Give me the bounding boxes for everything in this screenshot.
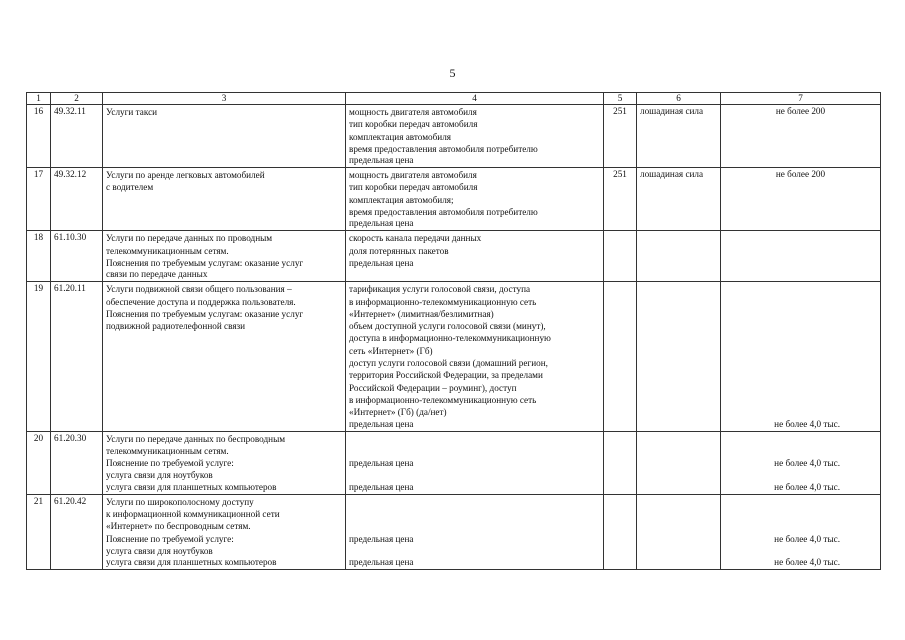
service-line: Пояснения по требуемым услугам: оказание услуг <box>106 257 304 268</box>
service-line: Пояснение по требуемой услуге: <box>106 458 234 469</box>
service-line: Услуги по передаче данных по беспроводным <box>106 433 286 444</box>
value-line: не более 4,0 тыс. <box>774 418 840 429</box>
header-col-6: 6 <box>637 93 721 105</box>
row-number: 19 <box>27 282 51 431</box>
service-line: Услуги такси <box>106 107 158 117</box>
characteristics <box>346 494 604 569</box>
value: не более 200 <box>721 168 881 231</box>
characteristic-line: предельная цена <box>349 481 414 492</box>
service-name <box>103 282 346 431</box>
service-name <box>103 105 346 168</box>
characteristic-line: мощность двигателя автомобиля <box>349 107 477 117</box>
service-line: связи по передаче данных <box>106 269 208 280</box>
value: не более 200 <box>721 105 881 168</box>
okpd-code: 49.32.11 <box>51 105 103 168</box>
unit-name: лошадиная сила <box>637 168 721 231</box>
table-row <box>27 282 881 431</box>
okpd-code: 61.20.11 <box>51 282 103 431</box>
characteristic-line: «Интернет» (лимитная/безлимитная) <box>349 308 494 319</box>
row-number: 18 <box>27 231 51 282</box>
row-number: 21 <box>27 494 51 569</box>
characteristic-line: мощность двигателя автомобиля <box>349 170 477 181</box>
header-col-3: 3 <box>103 93 346 105</box>
row-number: 20 <box>27 431 51 494</box>
characteristic-line: скорость канала передачи данных <box>349 233 482 244</box>
okpd-code: 49.32.12 <box>51 168 103 231</box>
value-line: не более 4,0 тыс. <box>774 533 840 544</box>
value <box>721 494 881 569</box>
header-col-5: 5 <box>604 93 637 105</box>
service-line: Услуги подвижной связи общего пользования – <box>106 284 292 295</box>
header-col-2: 2 <box>51 93 103 105</box>
okpd-code: 61.20.42 <box>51 494 103 569</box>
characteristic-line: предельная цена <box>349 218 414 229</box>
characteristics <box>346 282 604 431</box>
service-line: телекоммуникационным сетям. <box>106 245 229 256</box>
service-name <box>103 494 346 569</box>
service-line: услуга связи для ноутбуков <box>106 545 213 556</box>
unit-code <box>604 494 637 569</box>
service-name <box>103 231 346 282</box>
characteristic-line: предельная цена <box>349 155 414 166</box>
characteristic-line: Российской Федерации – роуминг), доступ <box>349 382 517 393</box>
value <box>721 431 881 494</box>
characteristic-line: территория Российской Федерации, за пределами <box>349 370 543 381</box>
service-line: Пояснение по требуемой услуге: <box>106 533 234 544</box>
services-table <box>26 92 881 570</box>
value <box>721 282 881 431</box>
value-line: не более 4,0 тыс. <box>774 458 840 469</box>
characteristic-line: тарификация услуги голосовой связи, доступа <box>349 284 531 295</box>
unit-name <box>637 494 721 569</box>
service-line: обеспечение доступа и поддержка пользователя. <box>106 296 296 307</box>
service-line: «Интернет» по беспроводным сетям. <box>106 521 251 532</box>
characteristic-line: предельная цена <box>349 533 414 544</box>
service-line: подвижной радиотелефонной связи <box>106 321 246 332</box>
service-line: к информационной коммуникационной сети <box>106 509 280 520</box>
characteristic-line: в информационно-телекоммуникационную сеть <box>349 296 537 307</box>
characteristic-line: тип коробки передач автомобиля <box>349 182 478 193</box>
characteristic-line: доступ услуги голосовой связи (домашний регион, <box>349 358 548 369</box>
page-number: 5 <box>449 66 456 80</box>
characteristic-line: предельная цена <box>349 458 414 469</box>
service-name <box>103 168 346 231</box>
value <box>721 231 881 282</box>
unit-name: лошадиная сила <box>637 105 721 168</box>
row-number: 17 <box>27 168 51 231</box>
characteristic-line: в информационно-телекоммуникационную сеть <box>349 394 537 405</box>
service-name <box>103 431 346 494</box>
characteristics <box>346 105 604 168</box>
characteristic-line: предельная цена <box>349 418 414 429</box>
characteristic-line: объем доступной услуги голосовой связи (минут), <box>349 321 546 332</box>
service-line: Пояснения по требуемым услугам: оказание услуг <box>106 308 304 319</box>
unit-code <box>604 231 637 282</box>
characteristic-line: сеть «Интернет» (Гб) <box>349 345 433 356</box>
characteristic-line: время предоставления автомобиля потребителю <box>349 143 538 154</box>
service-line: Услуги по аренде легковых автомобилей <box>106 170 265 181</box>
unit-code <box>604 282 637 431</box>
header-col-1: 1 <box>27 93 51 105</box>
unit-name <box>637 282 721 431</box>
service-line: Услуги по широкополосному доступу <box>106 496 254 507</box>
unit-code <box>604 431 637 494</box>
unit-code: 251 <box>604 105 637 168</box>
characteristic-line: предельная цена <box>349 557 414 568</box>
table-row <box>27 105 881 168</box>
unit-code: 251 <box>604 168 637 231</box>
characteristic-line: тип коробки передач автомобиля <box>349 119 478 130</box>
value-line: не более 4,0 тыс. <box>774 481 840 492</box>
characteristics <box>346 231 604 282</box>
characteristics <box>346 168 604 231</box>
table-row <box>27 168 881 231</box>
characteristic-line: «Интернет» (Гб) (да/нет) <box>349 407 447 418</box>
service-line: телекоммуникационным сетям. <box>106 445 229 456</box>
service-line: с водителем <box>106 182 154 193</box>
characteristic-line: комплектация автомобиля; <box>349 194 454 205</box>
service-line: Услуги по передаче данных по проводным <box>106 233 273 244</box>
characteristics <box>346 431 604 494</box>
okpd-code: 61.20.30 <box>51 431 103 494</box>
row-number: 16 <box>27 105 51 168</box>
value-line: не более 4,0 тыс. <box>774 557 840 568</box>
unit-name <box>637 231 721 282</box>
service-line: услуга связи для планшетных компьютеров <box>106 481 277 492</box>
okpd-code: 61.10.30 <box>51 231 103 282</box>
table-row <box>27 431 881 494</box>
characteristic-line: комплектация автомобиля <box>349 131 452 142</box>
header-col-4: 4 <box>346 93 604 105</box>
service-line: услуга связи для ноутбуков <box>106 470 213 481</box>
table-row <box>27 494 881 569</box>
unit-name <box>637 431 721 494</box>
characteristic-line: доля потерянных пакетов <box>349 245 449 256</box>
header-row <box>27 93 881 105</box>
characteristic-line: доступа в информационно-телекоммуникационную <box>349 333 551 344</box>
table-row <box>27 231 881 282</box>
characteristic-line: предельная цена <box>349 257 414 268</box>
characteristic-line: время предоставления автомобиля потребителю <box>349 207 538 218</box>
service-line: услуга связи для планшетных компьютеров <box>106 557 277 568</box>
header-col-7: 7 <box>721 93 881 105</box>
